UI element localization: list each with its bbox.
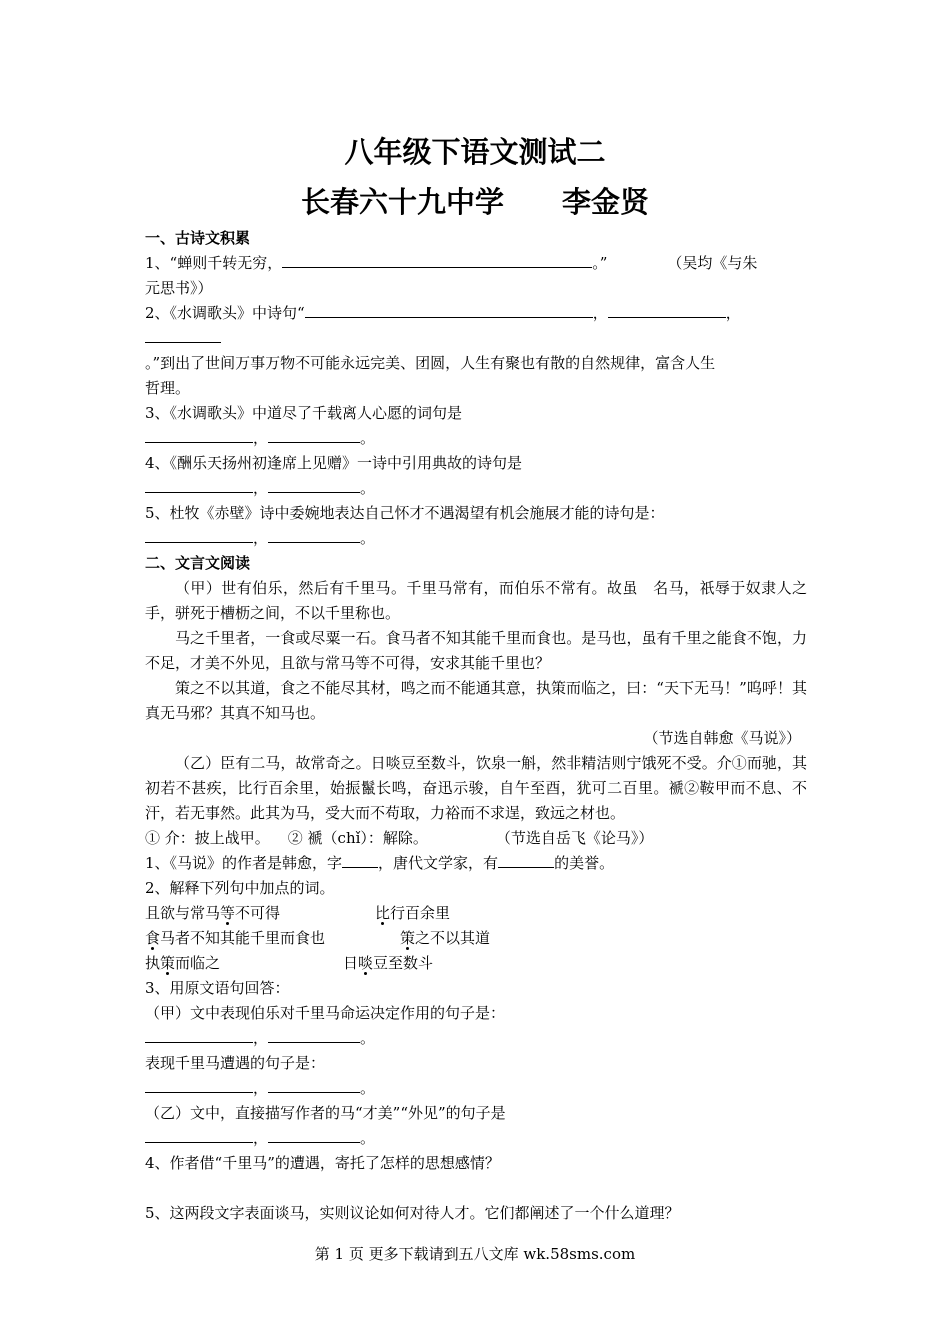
dotted-char: 策 [400,929,416,947]
answer-blank [268,1027,360,1043]
page-subtitle [0,180,950,221]
page-title: 八年级下语文测试二 [344,135,606,169]
s1-q3-blanks: ， 。 [145,426,807,451]
dotted-char: 啖 [358,954,374,972]
answer-blank [268,477,360,493]
s2-q4: 4、作者借“千里马”的遭遇，寄托了怎样的思想感情？ [145,1154,500,1172]
answer-blank [608,302,726,318]
s1-q5-blanks: ， 。 [145,526,807,551]
s1-q2-cont: 。”到出了世间万事万物不可能永远完美、团圆，人生有聚也有散的自然规律，富含人生 [145,354,716,372]
word-pair-1: 且欲与常马等不可得 比行百余里 [145,904,451,922]
s1-q1: 1、“蝉则千转无穷， 。” （吴均《与朱 [145,251,807,276]
passage-jia-p1: （甲）世有伯乐，然后有千里马。千里马常有，而伯乐不常有。故虽 名马，祇辱于奴隶人之手，骈死于槽枥之间，不以千里称也。 [145,579,807,622]
s1-q2-cont2: 哲理。 [145,379,191,397]
answer-blank [268,1077,360,1093]
answer-blank [498,852,554,868]
s2-q3-b: 表现千里马遭遇的句子是： [145,1054,326,1072]
passage-yi: （乙）臣有二马，故常奇之。日啖豆至数斗，饮泉一斛，然非精洁则宁饿死不受。介①而驰，其初若不甚疾，比行百余里，始振鬣长鸣，奋迅示骏，自午至酉，犹可二百里。褫②鞍甲而不息、不汗，若无事然。此其为马，受大而不苟取，力裕而不求逞，致远之材也。 [145,754,807,822]
answer-blank [268,527,360,543]
s2-q3: 3、用原文语句回答： [145,979,290,997]
passage-jia-p2: 马之千里者，一食或尽粟一石。食马者不知其能千里而食也。是马也，虽有千里之能食不饱，力不足，才美不外见，且欲与常马等不可得，安求其能千里也？ [145,629,807,672]
s1-q3: 3、《水调歌头》中道尽了千载离人心愿的词句是 [145,404,463,422]
word-pair-2: 食马者不知其能千里而食也 策之不以其道 [145,929,491,947]
answer-blank [145,1077,253,1093]
s2-q3-c-blanks: ， 。 [145,1126,807,1151]
author-name: 李金贤 [562,185,650,219]
s2-q3-c: （乙）文中，直接描写作者的马“才美”“外见”的句子是 [145,1104,506,1122]
s1-q2: 2、《水调歌头》中诗句“ ， ， [145,301,807,351]
s2-q1: 1、《马说》的作者是韩愈，字 ，唐代文学家，有 的美誉。 [145,854,615,872]
s1-q1-attribution-cont: 元思书》） [145,279,213,297]
section2-heading: 二、文言文阅读 [145,554,251,572]
dotted-char: 食 [145,929,161,947]
passage-jia-p3: 策之不以其道，食之不能尽其材，鸣之而不能通其意，执策而临之，曰：“天下无马！”呜呼！其真无马邪？其真不知马也。 [145,679,807,722]
s2-q3-a: （甲）文中表现伯乐对千里马命运决定作用的句子是： [145,1004,506,1022]
answer-blank [268,427,360,443]
dotted-char: 策 [160,954,176,972]
s2-q2: 2、解释下列句中加点的词。 [145,879,335,897]
s1-q4: 4、《酬乐天扬州初逢席上见赠》一诗中引用典故的诗句是 [145,454,523,472]
school-name: 长春六十九中学 [300,185,504,219]
answer-blank [305,302,593,318]
answer-blank [342,852,378,868]
answer-blank [145,427,253,443]
answer-blank [145,527,253,543]
answer-blank [145,1027,253,1043]
s1-q1-attribution: （吴均《与朱 [667,254,758,272]
passage-notes: ① 介：披上战甲。 ② 褫（chǐ）：解除。 （节选自岳飞《论马》） [145,829,654,847]
page-footer: 第 1 页 更多下载请到五八文库 wk.58sms.com [314,1245,636,1263]
s2-q3-b-blanks: ， 。 [145,1076,807,1101]
dotted-char: 比 [375,904,391,922]
answer-blank [145,327,221,343]
s2-q3-a-blanks: ， 。 [145,1026,807,1051]
s1-q4-blanks: ， 。 [145,476,807,501]
answer-blank [145,1127,253,1143]
s1-q5: 5、杜牧《赤壁》诗中委婉地表达自己怀才不遇渴望有机会施展才能的诗句是： [145,504,665,522]
answer-blank [282,252,454,268]
answer-blank [454,252,592,268]
s2-q5: 5、这两段文字表面谈马，实则议论如何对待人才。它们都阐述了一个什么道理？ [145,1204,680,1222]
word-pair-3: 执策而临之 日啖豆至数斗 [145,954,434,972]
answer-blank [268,1127,360,1143]
section1-heading: 一、古诗文积累 [145,229,251,247]
passage-jia-source: （节选自韩愈《马说》） [643,729,801,747]
dotted-char: 等 [220,904,236,922]
answer-blank [145,477,253,493]
document-body [145,226,807,1226]
